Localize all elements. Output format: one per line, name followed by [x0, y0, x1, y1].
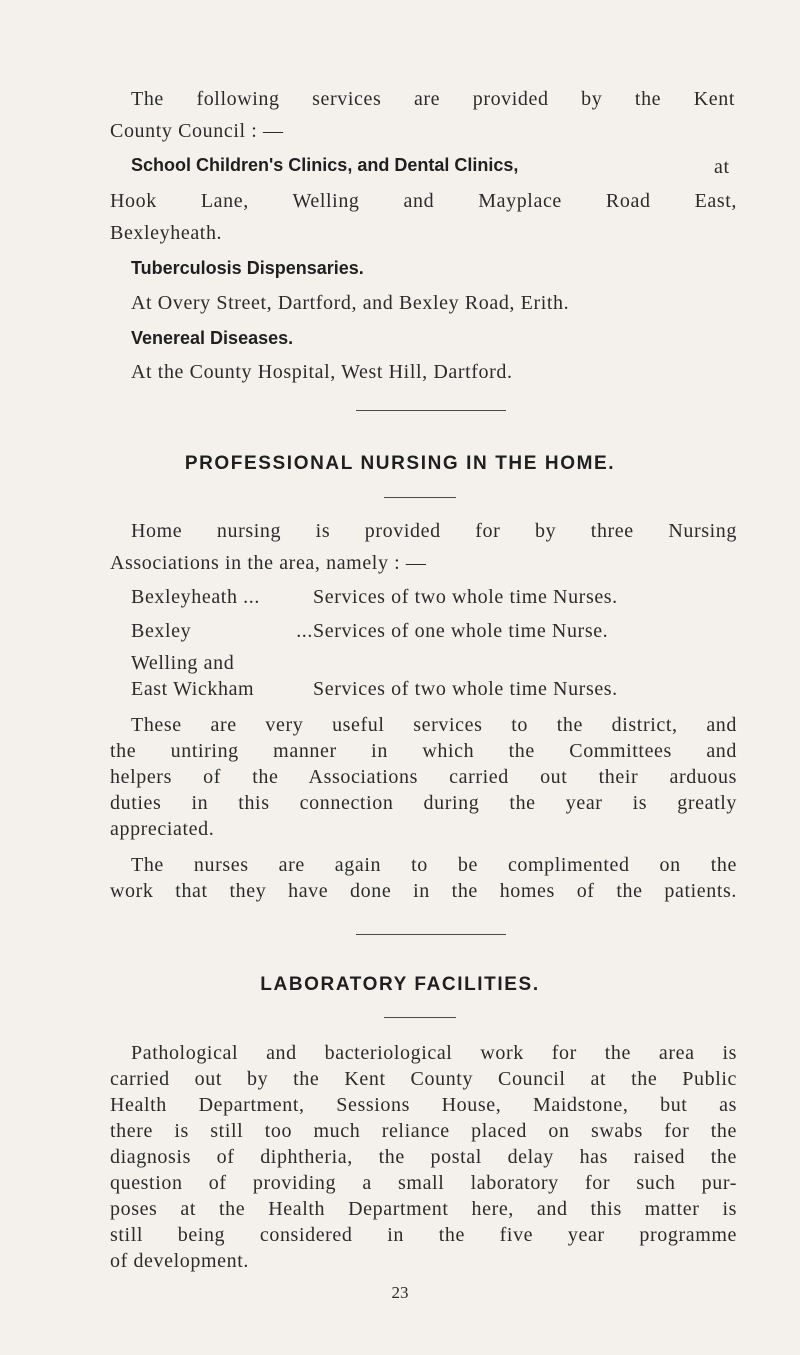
laboratory-line: question of providing a small laboratory for such pur-	[110, 1172, 737, 1194]
laboratory-line: still being considered in the five year programme	[110, 1224, 737, 1246]
intro-line-2: County Council : —	[110, 120, 284, 142]
school-clinics-address: Hook Lane, Welling and Mayplace Road East,	[110, 190, 737, 212]
school-clinics-town: Bexleyheath.	[110, 222, 223, 244]
intro-line-1: The following services are provided by the Kent	[131, 88, 735, 110]
nursing-service: Services of one whole time Nurse.	[313, 620, 609, 642]
nursing-para1-line: appreciated.	[110, 818, 215, 840]
nursing-service: Services of two whole time Nurses.	[313, 678, 618, 700]
nursing-place: East Wickham	[131, 678, 255, 700]
divider-rule	[356, 934, 506, 935]
page-number: 23	[391, 1283, 409, 1302]
nursing-para2-line: The nurses are again to be complimented on the	[131, 854, 737, 876]
laboratory-line: carried out by the Kent County Council at the Public	[110, 1068, 737, 1090]
divider-rule	[384, 1017, 456, 1018]
nursing-place: Bexleyheath ...	[131, 586, 260, 608]
laboratory-line: poses at the Health Department here, and this matter is	[110, 1198, 737, 1220]
nursing-place: Welling and	[131, 652, 235, 674]
nursing-para1-line: These are very useful services to the district, and	[131, 714, 737, 736]
venereal-heading: Venereal Diseases.	[131, 328, 294, 348]
nursing-intro-line-1: Home nursing is provided for by three Nursing	[131, 520, 737, 542]
laboratory-line: there is still too much reliance placed on swabs for the	[110, 1120, 737, 1142]
divider-rule	[384, 497, 456, 498]
laboratory-line: diagnosis of diphtheria, the postal delay has raised the	[110, 1146, 737, 1168]
nursing-heading: PROFESSIONAL NURSING IN THE HOME.	[184, 453, 616, 474]
tuberculosis-text: At Overy Street, Dartford, and Bexley Road, Erith.	[131, 292, 570, 314]
nursing-para2-line: work that they have done in the homes of the patients.	[110, 880, 737, 902]
nursing-intro-line-2: Associations in the area, namely : —	[110, 552, 427, 574]
tuberculosis-heading: Tuberculosis Dispensaries.	[131, 258, 364, 278]
nursing-para1-line: the untiring manner in which the Committees and	[110, 740, 737, 762]
laboratory-line: of development.	[110, 1250, 249, 1272]
laboratory-line: Health Department, Sessions House, Maidstone, but as	[110, 1094, 737, 1116]
nursing-service: Services of two whole time Nurses.	[313, 586, 618, 608]
school-clinics-tail: at	[714, 156, 730, 178]
school-clinics-heading: School Children's Clinics, and Dental Clinics,	[131, 155, 519, 175]
nursing-para1-line: duties in this connection during the year is greatly	[110, 792, 737, 814]
laboratory-line: Pathological and bacteriological work for the area is	[131, 1042, 737, 1064]
divider-rule	[356, 410, 506, 411]
venereal-text: At the County Hospital, West Hill, Dartford.	[131, 361, 513, 383]
nursing-para1-line: helpers of the Associations carried out their arduous	[110, 766, 737, 788]
nursing-place: Bexley ...	[131, 620, 313, 642]
laboratory-heading: LABORATORY FACILITIES.	[260, 974, 540, 995]
